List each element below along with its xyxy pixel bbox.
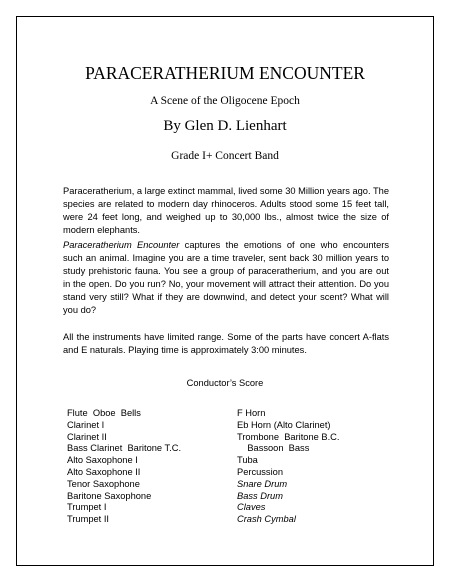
instrument-item: Tuba — [237, 455, 258, 466]
score-cover-page — [16, 16, 434, 566]
instrument-item: Trumpet II — [67, 514, 110, 525]
instrument-list-left — [67, 408, 181, 526]
program-note-paragraph — [63, 239, 389, 317]
instrument-item: Alto Saxophone I — [67, 455, 138, 466]
instrument-list-right — [237, 408, 339, 526]
instrument-item: Alto Saxophone II — [67, 466, 141, 477]
program-note-text: captures the emotions of one who encounters such an animal. Imagine you are a time traveler, sent back 30 million years to study prehistoric fauna. You see a group of paraceratherium, and you are out in the open. Do you run? No, your movement will attract their attention. Do you stand very still? What if they are downwind, and detect your scent? What will you do? — [63, 240, 389, 315]
instrument-item: Bass Clarinet Baritone T.C. — [67, 443, 182, 454]
instrument-item: F Horn — [237, 408, 266, 418]
instrument-item: Percussion — [237, 466, 283, 477]
instrument-item: Trumpet I — [67, 502, 107, 513]
description-paragraph: Paraceratherium, a large extinct mammal, lived some 30 Million years ago. The species are related to modern day rhinoceros. Adults stood some 15 feet tall, were 24 feet long, and weighed up to 30,000 lbs., almost twice the size of modern elephants. — [63, 186, 389, 235]
instrument-item: Claves — [237, 502, 266, 513]
page-title: PARACERATHERIUM ENCOUNTER — [85, 63, 365, 83]
instrument-item: Eb Horn (Alto Clarinet) — [237, 419, 331, 430]
instrument-item: Tenor Saxophone — [67, 478, 140, 489]
subtitle: A Scene of the Oligocene Epoch — [150, 95, 300, 107]
instrument-item: Trombone Baritone B.C. — [237, 431, 340, 442]
instrument-item: Baritone Saxophone — [67, 490, 152, 501]
instrument-item: Flute Oboe Bells — [67, 408, 141, 418]
instrument-item: Bassoon Bass — [237, 443, 310, 454]
instrument-item: Bass Drum — [237, 490, 283, 501]
work-title-italic: Paraceratherium Encounter — [63, 240, 180, 250]
author: By Glen D. Lienhart — [163, 118, 287, 134]
instrument-item: Clarinet II — [67, 431, 107, 442]
score-heading: Conductor’s Score — [186, 378, 264, 388]
grade-level: Grade I+ Concert Band — [171, 150, 279, 162]
instrument-item: Crash Cymbal — [237, 514, 296, 525]
instrument-item: Snare Drum — [237, 478, 288, 489]
range-note-paragraph: All the instruments have limited range. Some of the parts have concert A-flats and E naturals. Playing time is approximately 3:00 minutes. — [63, 332, 389, 355]
instrument-item: Clarinet I — [67, 419, 105, 430]
